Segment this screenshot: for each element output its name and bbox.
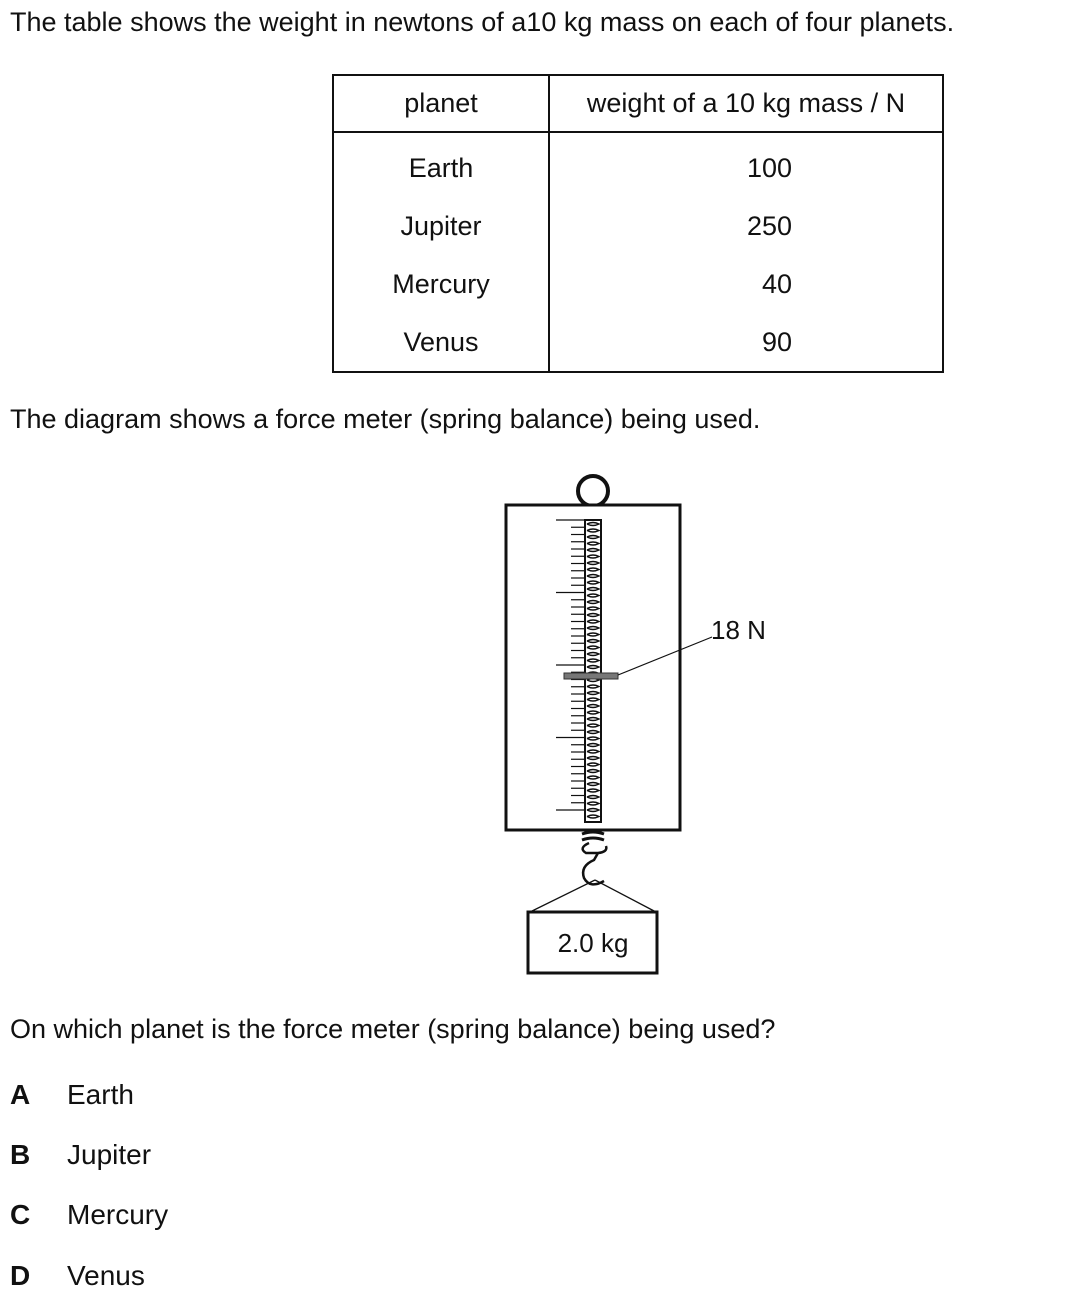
- weight-cell: 250: [746, 210, 792, 241]
- planet-cell: Earth: [333, 132, 549, 197]
- weight-cell: 100: [746, 152, 792, 183]
- intro-text: The table shows the weight in newtons of a10 kg mass on each of four planets.: [10, 7, 955, 37]
- weight-cell: 90: [761, 326, 792, 357]
- lower-spring: [582, 832, 604, 840]
- option-letter: D: [10, 1260, 31, 1291]
- option-text: Jupiter: [67, 1139, 152, 1170]
- diagram-intro-text: The diagram shows a force meter (spring balance) being used.: [10, 404, 761, 434]
- option-c[interactable]: [10, 1201, 168, 1229]
- right-string: [595, 880, 656, 912]
- pointer: [564, 673, 618, 679]
- header-planet: planet: [333, 75, 549, 132]
- header-weight: weight of a 10 kg mass / N: [549, 75, 943, 132]
- question-text: On which planet is the force meter (spring balance) being used?: [10, 1014, 776, 1044]
- option-b[interactable]: [10, 1141, 151, 1169]
- planet-cell: Jupiter: [333, 197, 549, 255]
- option-letter: A: [10, 1079, 31, 1110]
- planet-cell: Mercury: [333, 255, 549, 313]
- hook-icon: [583, 843, 607, 884]
- option-text: Venus: [67, 1260, 145, 1291]
- planet-cell: Venus: [333, 313, 549, 372]
- hanging-ring: [578, 476, 608, 506]
- option-d[interactable]: [10, 1262, 145, 1290]
- left-string: [530, 880, 595, 912]
- option-letter: B: [10, 1139, 31, 1170]
- option-a[interactable]: [10, 1081, 134, 1109]
- mass-label: 2.0 kg: [557, 928, 629, 958]
- option-text: Mercury: [67, 1199, 169, 1230]
- option-text: Earth: [67, 1079, 134, 1110]
- reading-label: 18 N: [711, 615, 766, 645]
- option-letter: C: [10, 1199, 31, 1230]
- weight-cell: 40: [761, 268, 792, 299]
